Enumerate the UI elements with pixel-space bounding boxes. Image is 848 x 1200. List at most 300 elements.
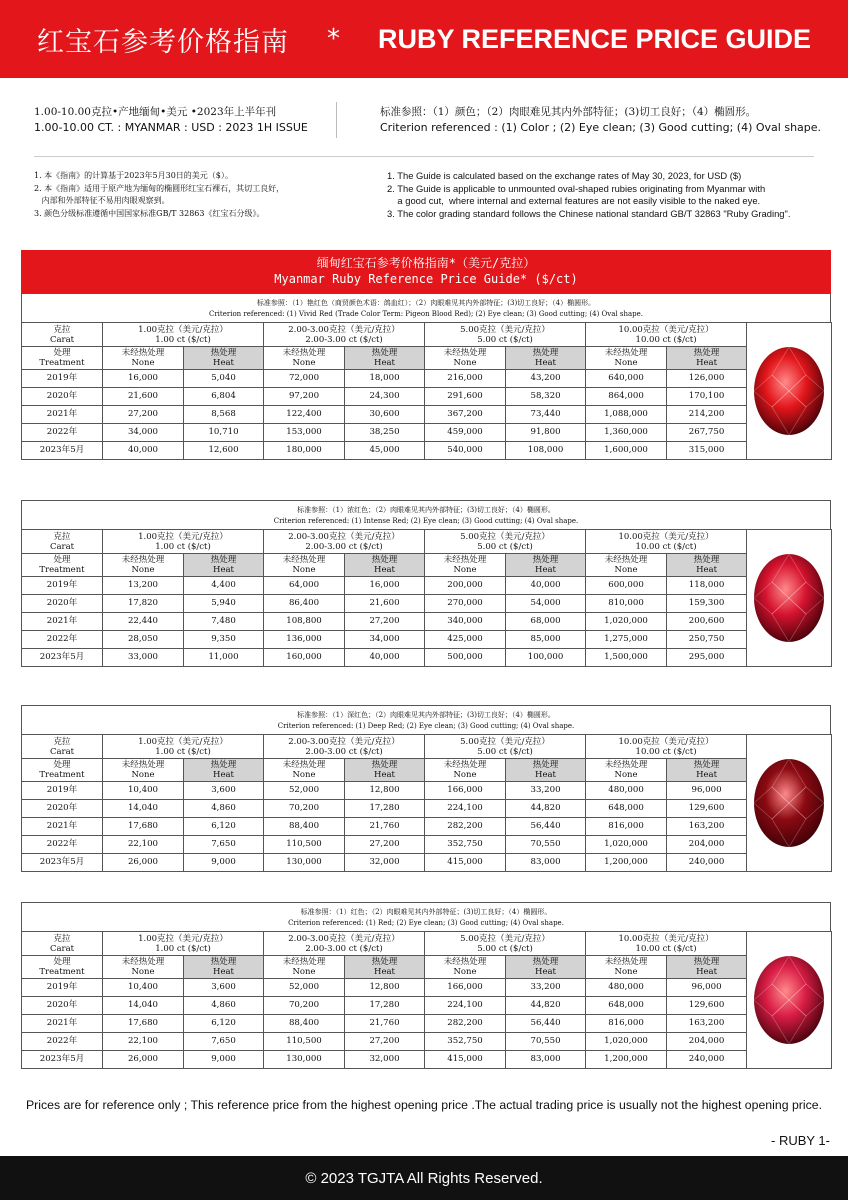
- price-cell: 1,020,000: [586, 836, 667, 854]
- carat-header-en: 10.00 ct ($/ct): [635, 334, 697, 345]
- price-cell: 32,000: [345, 1051, 425, 1069]
- notes-en: [387, 170, 827, 220]
- treatment-heat: [184, 956, 264, 979]
- price-cell: 16,000: [103, 370, 184, 388]
- price-cell: 97,200: [264, 388, 345, 406]
- treatment-none: [103, 347, 184, 370]
- carat-label: [22, 530, 103, 554]
- price-cell: 118,000: [667, 577, 747, 595]
- price-cell: 16,000: [345, 577, 425, 595]
- carat-header-en: 2.00-3.00 ct ($/ct): [305, 541, 383, 552]
- treatment-none-en: None: [453, 358, 477, 368]
- carat-column-header: [586, 932, 747, 956]
- year-cell: 2023年5月: [22, 1051, 103, 1069]
- price-cell: 10,400: [103, 979, 184, 997]
- price-cell: 500,000: [425, 649, 506, 667]
- price-cell: 224,100: [425, 800, 506, 818]
- year-cell: 2023年5月: [22, 442, 103, 460]
- criterion-zh: 标准参照：（1）深红色；（2）肉眼难见其内外部特征；(3)切工良好；（4）椭圆形。: [297, 711, 555, 719]
- carat-header-zh: 10.00克拉（美元/克拉）: [618, 933, 714, 944]
- info-divider: [336, 102, 337, 138]
- treatment-none: [264, 759, 345, 782]
- treatment-heat-zh: 热处理: [210, 348, 237, 358]
- criterion-zh: 标准参照：（1）艳红色（商贸颜色术语：鸽血红）；（2）肉眼难见其内外部特征；(3)切工良好；（4）椭圆形。: [256, 299, 596, 307]
- treatment-none: [425, 759, 506, 782]
- price-cell: 459,000: [425, 424, 506, 442]
- carat-header-en: 10.00 ct ($/ct): [635, 746, 697, 757]
- price-cell: 11,000: [184, 649, 264, 667]
- price-cell: 1,020,000: [586, 613, 667, 631]
- treatment-header-row: [22, 759, 832, 782]
- treatment-heat: [506, 759, 586, 782]
- treatment-heat-en: Heat: [535, 565, 556, 575]
- price-cell: 14,040: [103, 800, 184, 818]
- treatment-none-en: None: [453, 770, 477, 780]
- price-cell: 34,000: [345, 631, 425, 649]
- criterion-box: [21, 902, 831, 931]
- price-cell: 100,000: [506, 649, 586, 667]
- carat-column-header: [425, 735, 586, 759]
- price-table-vivid-red: [21, 250, 831, 460]
- treatment-heat-en: Heat: [535, 967, 556, 977]
- criterion-box: [21, 293, 831, 322]
- carat-column-header: [425, 323, 586, 347]
- treatment-heat: [345, 347, 425, 370]
- treatment-heat-zh: 热处理: [371, 760, 398, 770]
- price-cell: 648,000: [586, 800, 667, 818]
- notes-zh: [34, 170, 354, 220]
- carat-label-en: Carat: [49, 334, 75, 345]
- treatment-heat-en: Heat: [374, 565, 395, 575]
- price-cell: 180,000: [264, 442, 345, 460]
- treatment-label-en: Treatment: [39, 967, 85, 977]
- price-cell: 4,860: [184, 997, 264, 1015]
- price-cell: 282,200: [425, 1015, 506, 1033]
- price-cell: 540,000: [425, 442, 506, 460]
- note-en-1: 1. The Guide is calculated based on the exchange rates of May 30, 2023, for USD ($): [387, 170, 742, 181]
- price-cell: 56,440: [506, 1015, 586, 1033]
- table-row: [22, 1015, 832, 1033]
- treatment-heat-en: Heat: [696, 358, 717, 368]
- carat-header-en: 2.00-3.00 ct ($/ct): [305, 746, 383, 757]
- price-cell: 33,200: [506, 782, 586, 800]
- treatment-heat-zh: 热处理: [371, 555, 398, 565]
- treatment-none-zh: 未经热处理: [443, 760, 487, 770]
- ruby-gem-image: [752, 757, 826, 849]
- year-cell: 2020年: [22, 997, 103, 1015]
- carat-header-zh: 10.00克拉（美元/克拉）: [618, 531, 714, 542]
- price-cell: 122,400: [264, 406, 345, 424]
- price-cell: 88,400: [264, 1015, 345, 1033]
- carat-header-zh: 10.00克拉（美元/克拉）: [618, 324, 714, 335]
- price-cell: 6,804: [184, 388, 264, 406]
- carat-label-en: Carat: [49, 746, 75, 757]
- treatment-none: [425, 554, 506, 577]
- carat-header-zh: 5.00克拉（美元/克拉）: [460, 736, 550, 747]
- price-cell: 204,000: [667, 1033, 747, 1051]
- treatment-heat-zh: 热处理: [532, 348, 559, 358]
- price-cell: 291,600: [425, 388, 506, 406]
- treatment-label-zh: 处理: [53, 957, 71, 967]
- treatment-heat-zh: 热处理: [532, 555, 559, 565]
- carat-label: [22, 323, 103, 347]
- carat-header-zh: 2.00-3.00克拉（美元/克拉）: [288, 933, 400, 944]
- price-cell: 33,000: [103, 649, 184, 667]
- treatment-none: [264, 347, 345, 370]
- treatment-none-zh: 未经热处理: [282, 555, 326, 565]
- price-cell: 110,500: [264, 1033, 345, 1051]
- price-cell: 30,600: [345, 406, 425, 424]
- carat-header-en: 5.00 ct ($/ct): [477, 746, 533, 757]
- treatment-none: [103, 956, 184, 979]
- treatment-none: [586, 956, 667, 979]
- carat-header-zh: 5.00克拉（美元/克拉）: [460, 324, 550, 335]
- year-cell: 2022年: [22, 424, 103, 442]
- price-cell: 159,300: [667, 595, 747, 613]
- treatment-heat: [184, 759, 264, 782]
- treatment-heat: [184, 554, 264, 577]
- issue-info-zh: 1.00-10.00克拉•产地缅甸•美元 •2023年上半年刊: [34, 106, 277, 118]
- criterion-en: Criterion referenced: (1) Red; (2) Eye clean; (3) Good cutting; (4) Oval shape.: [288, 919, 564, 927]
- price-cell: 250,750: [667, 631, 747, 649]
- criterion-zh: 标准参照：（1）浓红色；（2）肉眼难见其内外部特征；(3)切工良好；（4）椭圆形。: [297, 506, 555, 514]
- price-cell: 88,400: [264, 818, 345, 836]
- price-cell: 352,750: [425, 836, 506, 854]
- price-cell: 1,088,000: [586, 406, 667, 424]
- table-row: [22, 577, 832, 595]
- price-cell: 70,200: [264, 800, 345, 818]
- treatment-heat-zh: 热处理: [532, 957, 559, 967]
- price-cell: 70,200: [264, 997, 345, 1015]
- price-cell: 12,600: [184, 442, 264, 460]
- year-cell: 2021年: [22, 818, 103, 836]
- price-cell: 10,710: [184, 424, 264, 442]
- carat-column-header: [264, 323, 425, 347]
- criterion-info-zh: 标准参照：（1）颜色；（2）肉眼难见其内外部特征；(3)切工良好；（4）椭圆形。: [380, 106, 757, 118]
- carat-header-en: 10.00 ct ($/ct): [635, 541, 697, 552]
- price-cell: 14,040: [103, 997, 184, 1015]
- carat-label: [22, 735, 103, 759]
- table-row: [22, 442, 832, 460]
- note-zh-3: 内部和外部特征不易用肉眼观察到。: [34, 196, 170, 205]
- carat-header-en: 2.00-3.00 ct ($/ct): [305, 943, 383, 954]
- treatment-label: [22, 347, 103, 370]
- price-cell: 648,000: [586, 997, 667, 1015]
- title-zh: 红宝石参考价格指南: [36, 26, 289, 58]
- price-cell: 240,000: [667, 854, 747, 872]
- price-cell: 10,400: [103, 782, 184, 800]
- price-cell: 17,680: [103, 1015, 184, 1033]
- price-cell: 27,200: [345, 836, 425, 854]
- price-cell: 52,000: [264, 979, 345, 997]
- criterion-en: Criterion referenced: (1) Vivid Red (Trade Color Term: Pigeon Blood Red); (2) Eye clean; (3) Good cutting; (4) Oval shape.: [208, 310, 644, 318]
- price-cell: 6,120: [184, 1015, 264, 1033]
- issue-info-en: 1.00-10.00 CT. : MYANMAR : USD : 2023 1H ISSUE: [34, 121, 308, 134]
- price-cell: 45,000: [345, 442, 425, 460]
- treatment-none-en: None: [131, 565, 155, 575]
- carat-header-en: 1.00 ct ($/ct): [155, 541, 211, 552]
- treatment-heat-en: Heat: [213, 565, 234, 575]
- table-row: [22, 782, 832, 800]
- price-cell: 17,680: [103, 818, 184, 836]
- note-en-3: a good cut, where internal and external features are not easily visible to the naked eye.: [387, 195, 761, 206]
- price-table: [21, 734, 832, 872]
- price-cell: 126,000: [667, 370, 747, 388]
- treatment-heat-en: Heat: [374, 967, 395, 977]
- treatment-none-zh: 未经热处理: [282, 760, 326, 770]
- table-row: [22, 595, 832, 613]
- treatment-none-zh: 未经热处理: [282, 957, 326, 967]
- price-cell: 40,000: [103, 442, 184, 460]
- gem-image-cell: [747, 323, 832, 460]
- treatment-heat-zh: 热处理: [371, 348, 398, 358]
- treatment-label-en: Treatment: [39, 358, 85, 368]
- year-cell: 2022年: [22, 631, 103, 649]
- price-cell: 40,000: [345, 649, 425, 667]
- price-cell: 267,750: [667, 424, 747, 442]
- carat-label: [22, 932, 103, 956]
- price-cell: 110,500: [264, 836, 345, 854]
- price-cell: 68,000: [506, 613, 586, 631]
- price-cell: 163,200: [667, 818, 747, 836]
- price-cell: 44,820: [506, 997, 586, 1015]
- year-cell: 2022年: [22, 836, 103, 854]
- price-cell: 12,800: [345, 782, 425, 800]
- price-cell: 7,480: [184, 613, 264, 631]
- year-cell: 2020年: [22, 800, 103, 818]
- year-cell: 2019年: [22, 370, 103, 388]
- price-cell: 38,250: [345, 424, 425, 442]
- price-cell: 425,000: [425, 631, 506, 649]
- treatment-none-zh: 未经热处理: [443, 957, 487, 967]
- price-cell: 480,000: [586, 782, 667, 800]
- carat-column-header: [103, 323, 264, 347]
- price-cell: 26,000: [103, 854, 184, 872]
- criterion-box: [21, 705, 831, 734]
- price-cell: 204,000: [667, 836, 747, 854]
- price-cell: 200,600: [667, 613, 747, 631]
- carat-header-row: [22, 530, 832, 554]
- price-cell: 54,000: [506, 595, 586, 613]
- price-cell: 7,650: [184, 836, 264, 854]
- treatment-heat-en: Heat: [213, 358, 234, 368]
- carat-header-zh: 1.00克拉（美元/克拉）: [138, 324, 228, 335]
- price-cell: 214,200: [667, 406, 747, 424]
- treatment-none: [103, 554, 184, 577]
- treatment-none-zh: 未经热处理: [443, 555, 487, 565]
- price-cell: 1,275,000: [586, 631, 667, 649]
- treatment-heat-zh: 热处理: [210, 760, 237, 770]
- year-cell: 2023年5月: [22, 649, 103, 667]
- ruby-gem-image: [752, 345, 826, 437]
- treatment-none-en: None: [614, 770, 638, 780]
- carat-header-zh: 2.00-3.00克拉（美元/克拉）: [288, 531, 400, 542]
- price-cell: 1,200,000: [586, 1051, 667, 1069]
- table-row: [22, 997, 832, 1015]
- table-row: [22, 854, 832, 872]
- price-cell: 83,000: [506, 854, 586, 872]
- carat-header-en: 2.00-3.00 ct ($/ct): [305, 334, 383, 345]
- carat-label-en: Carat: [49, 943, 75, 954]
- price-cell: 170,100: [667, 388, 747, 406]
- treatment-heat: [345, 956, 425, 979]
- treatment-heat-zh: 热处理: [693, 348, 720, 358]
- price-cell: 26,000: [103, 1051, 184, 1069]
- treatment-none-zh: 未经热处理: [443, 348, 487, 358]
- price-cell: 130,000: [264, 1051, 345, 1069]
- carat-column-header: [425, 932, 586, 956]
- treatment-heat-zh: 热处理: [693, 957, 720, 967]
- criterion-box: [21, 500, 831, 529]
- treatment-heat: [506, 956, 586, 979]
- price-cell: 810,000: [586, 595, 667, 613]
- treatment-heat: [506, 347, 586, 370]
- treatment-heat-zh: 热处理: [693, 555, 720, 565]
- table-row: [22, 613, 832, 631]
- treatment-heat-zh: 热处理: [693, 760, 720, 770]
- copyright: © 2023 TGJTA All Rights Reserved.: [305, 1169, 543, 1187]
- price-cell: 27,200: [103, 406, 184, 424]
- price-cell: 5,940: [184, 595, 264, 613]
- price-cell: 108,000: [506, 442, 586, 460]
- carat-header-zh: 5.00克拉（美元/克拉）: [460, 531, 550, 542]
- table-row: [22, 424, 832, 442]
- treatment-heat-en: Heat: [374, 770, 395, 780]
- carat-column-header: [586, 735, 747, 759]
- price-cell: 34,000: [103, 424, 184, 442]
- price-cell: 85,000: [506, 631, 586, 649]
- price-cell: 415,000: [425, 854, 506, 872]
- carat-header-row: [22, 735, 832, 759]
- year-cell: 2019年: [22, 577, 103, 595]
- price-cell: 22,100: [103, 836, 184, 854]
- treatment-none-en: None: [131, 770, 155, 780]
- disclaimer: Prices are for reference only ; This reference price from the highest opening price .The actual trading price is usually not the highest opening price.: [25, 1098, 823, 1112]
- treatment-label-zh: 处理: [53, 555, 71, 565]
- price-cell: 295,000: [667, 649, 747, 667]
- treatment-none: [586, 347, 667, 370]
- criterion-en: Criterion referenced: (1) Deep Red; (2) Eye clean; (3) Good cutting; (4) Oval shape.: [277, 722, 575, 730]
- table-row: [22, 979, 832, 997]
- carat-label-zh: 克拉: [53, 736, 71, 747]
- treatment-none-zh: 未经热处理: [121, 760, 165, 770]
- price-cell: 96,000: [667, 979, 747, 997]
- carat-label-zh: 克拉: [53, 324, 71, 335]
- price-cell: 27,200: [345, 1033, 425, 1051]
- price-cell: 864,000: [586, 388, 667, 406]
- treatment-label-en: Treatment: [39, 770, 85, 780]
- carat-header-en: 5.00 ct ($/ct): [477, 943, 533, 954]
- treatment-none-en: None: [292, 358, 316, 368]
- price-cell: 200,000: [425, 577, 506, 595]
- treatment-none-en: None: [453, 967, 477, 977]
- price-cell: 1,020,000: [586, 1033, 667, 1051]
- treatment-header-row: [22, 347, 832, 370]
- carat-column-header: [586, 530, 747, 554]
- table-row: [22, 836, 832, 854]
- table-title-zh: 缅甸红宝石参考价格指南*（美元/克拉）: [316, 256, 536, 270]
- table-row: [22, 800, 832, 818]
- price-cell: 32,000: [345, 854, 425, 872]
- treatment-heat: [345, 554, 425, 577]
- treatment-none-en: None: [292, 565, 316, 575]
- criterion-info: [380, 104, 830, 136]
- price-cell: 12,800: [345, 979, 425, 997]
- treatment-none-en: None: [614, 565, 638, 575]
- price-cell: 4,860: [184, 800, 264, 818]
- ruby-gem-image: [752, 552, 826, 644]
- table-row: [22, 649, 832, 667]
- price-cell: 3,600: [184, 979, 264, 997]
- carat-label-zh: 克拉: [53, 933, 71, 944]
- price-cell: 9,350: [184, 631, 264, 649]
- carat-column-header: [425, 530, 586, 554]
- treatment-heat-en: Heat: [213, 770, 234, 780]
- criterion-en: Criterion referenced: (1) Intense Red; (2) Eye clean; (3) Good cutting; (4) Oval shape.: [273, 517, 579, 525]
- treatment-heat-en: Heat: [374, 358, 395, 368]
- carat-header-zh: 2.00-3.00克拉（美元/克拉）: [288, 324, 400, 335]
- treatment-heat: [667, 347, 747, 370]
- price-cell: 108,800: [264, 613, 345, 631]
- treatment-none-zh: 未经热处理: [121, 957, 165, 967]
- price-cell: 8,568: [184, 406, 264, 424]
- carat-header-row: [22, 932, 832, 956]
- treatment-heat-en: Heat: [696, 565, 717, 575]
- price-cell: 86,400: [264, 595, 345, 613]
- treatment-heat-zh: 热处理: [371, 957, 398, 967]
- price-cell: 352,750: [425, 1033, 506, 1051]
- carat-column-header: [264, 530, 425, 554]
- treatment-heat-en: Heat: [213, 967, 234, 977]
- carat-header-zh: 5.00克拉（美元/克拉）: [460, 933, 550, 944]
- price-cell: 40,000: [506, 577, 586, 595]
- treatment-none-zh: 未经热处理: [604, 957, 648, 967]
- carat-label-zh: 克拉: [53, 531, 71, 542]
- price-cell: 1,500,000: [586, 649, 667, 667]
- treatment-none: [264, 554, 345, 577]
- treatment-heat: [345, 759, 425, 782]
- treatment-header-row: [22, 554, 832, 577]
- price-cell: 166,000: [425, 782, 506, 800]
- price-cell: 224,100: [425, 997, 506, 1015]
- price-cell: 340,000: [425, 613, 506, 631]
- price-cell: 96,000: [667, 782, 747, 800]
- criterion-info-en: Criterion referenced : (1) Color ; (2) Eye clean; (3) Good cutting; (4) Oval shape.: [380, 121, 822, 134]
- price-cell: 166,000: [425, 979, 506, 997]
- treatment-label-en: Treatment: [39, 565, 85, 575]
- ruby-gem-image: [752, 954, 826, 1046]
- price-cell: 480,000: [586, 979, 667, 997]
- price-cell: 816,000: [586, 818, 667, 836]
- page-number: - RUBY 1-: [771, 1133, 830, 1148]
- treatment-none-en: None: [292, 770, 316, 780]
- carat-column-header: [103, 530, 264, 554]
- carat-header-zh: 1.00克拉（美元/克拉）: [138, 531, 228, 542]
- treatment-label: [22, 956, 103, 979]
- note-en-2: 2. The Guide is applicable to unmounted oval-shaped rubies originating from Myanmar with: [387, 182, 766, 194]
- year-cell: 2020年: [22, 595, 103, 613]
- treatment-heat-zh: 热处理: [532, 760, 559, 770]
- table-row: [22, 631, 832, 649]
- carat-header-zh: 2.00-3.00克拉（美元/克拉）: [288, 736, 400, 747]
- year-cell: 2023年5月: [22, 854, 103, 872]
- treatment-heat-en: Heat: [696, 967, 717, 977]
- price-cell: 1,600,000: [586, 442, 667, 460]
- treatment-none-zh: 未经热处理: [604, 348, 648, 358]
- price-cell: 91,800: [506, 424, 586, 442]
- gem-image-cell: [747, 530, 832, 667]
- table-row: [22, 818, 832, 836]
